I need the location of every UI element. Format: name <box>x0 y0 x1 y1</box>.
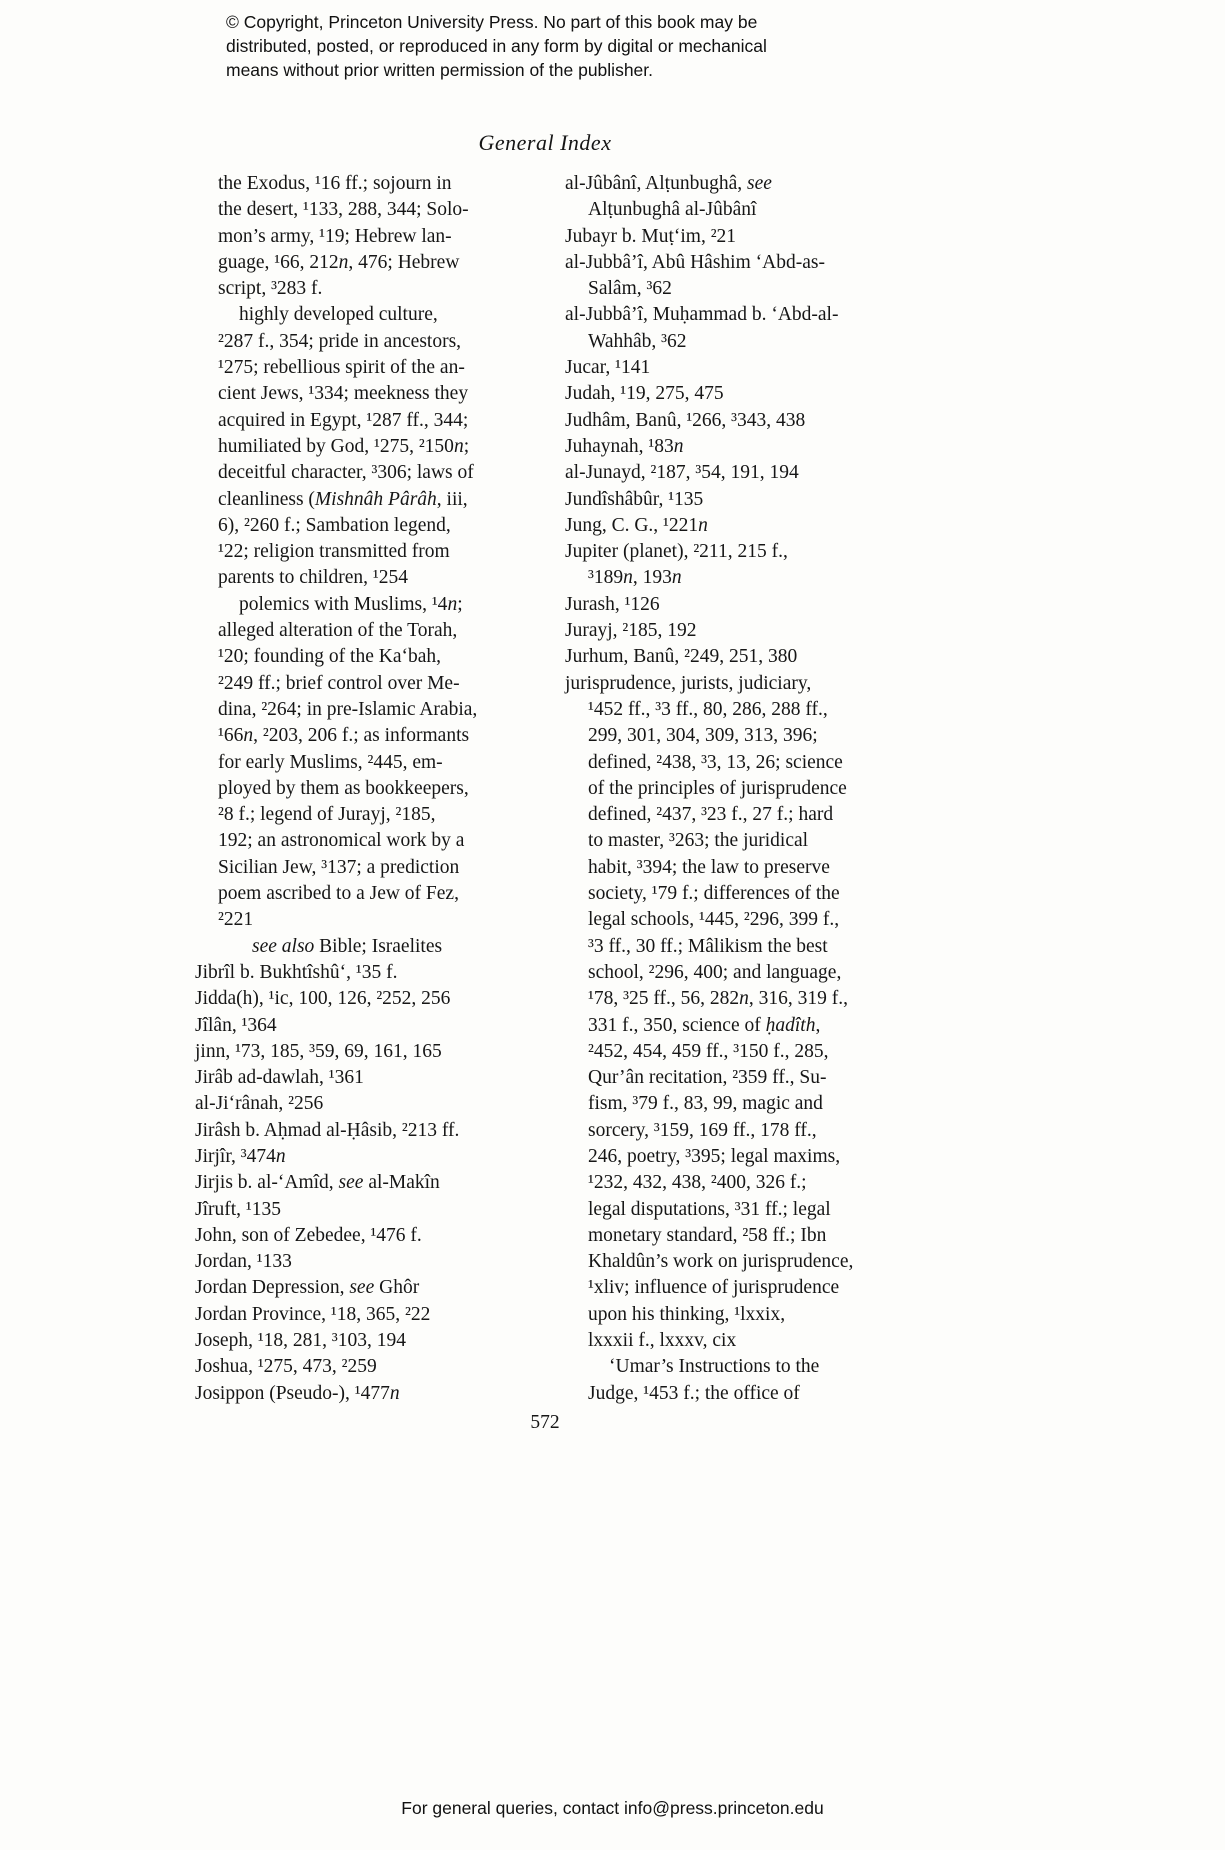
index-line: Jucar, ¹141 <box>565 357 651 379</box>
index-line: ²8 f.; legend of Jurayj, ²185, <box>218 804 436 826</box>
index-line: polemics with Muslims, ¹4n; <box>239 593 463 615</box>
index-line: al-Ji‘rânah, ²256 <box>195 1093 324 1115</box>
index-line: upon his thinking, ¹lxxix, <box>588 1303 786 1325</box>
index-line: 299, 301, 304, 309, 313, 396; <box>588 725 818 747</box>
index-line: ²287 f., 354; pride in ancestors, <box>218 330 462 352</box>
index-line: ¹78, ³25 ff., 56, 282n, 316, 319 f., <box>588 988 848 1010</box>
index-line: 6), ²260 f.; Sambation legend, <box>218 514 451 536</box>
index-line: al-Jubbâ’î, Abû Hâshim ‘Abd-as- <box>565 251 825 273</box>
index-line: Jidda(h), ¹ic, 100, 126, ²252, 256 <box>195 988 451 1010</box>
index-line: ²452, 454, 459 ff., ³150 f., 285, <box>588 1040 829 1062</box>
index-line: ¹20; founding of the Ka‘bah, <box>218 646 442 668</box>
index-line: ²221 <box>218 909 254 931</box>
index-line: sorcery, ³159, 169 ff., 178 ff., <box>588 1119 817 1141</box>
index-line: legal schools, ¹445, ²296, 399 f., <box>588 909 840 931</box>
index-line: script, ³283 f. <box>218 278 323 300</box>
index-line: Jurayj, ²185, 192 <box>565 620 697 642</box>
index-line: al-Jûbânî, Alṭunbughâ, see <box>565 173 772 194</box>
index-column-left <box>195 171 540 1407</box>
index-line: poem ascribed to a Jew of Fez, <box>218 883 459 905</box>
index-line: Wahhâb, ³62 <box>588 330 687 352</box>
index-line: al-Jubbâ’î, Muḥammad b. ‘Abd-al- <box>565 304 839 326</box>
index-line: Jung, C. G., ¹221n <box>565 514 708 536</box>
index-line: Jordan Province, ¹18, 365, ²22 <box>195 1303 431 1325</box>
index-line: Alṭunbughâ al-Jûbânî <box>588 199 757 221</box>
index-line: Juhaynah, ¹83n <box>565 435 684 457</box>
index-line: monetary standard, ²58 ff.; Ibn <box>588 1224 827 1246</box>
index-line: Jîruft, ¹135 <box>195 1198 282 1220</box>
index-line: 331 f., 350, science of ḥadîth, <box>588 1014 821 1036</box>
index-line: society, ¹79 f.; differences of the <box>588 883 840 905</box>
index-line: fism, ³79 f., 83, 99, magic and <box>588 1093 823 1115</box>
index-line: guage, ¹66, 212n, 476; Hebrew <box>218 251 460 273</box>
index-line: dina, ²264; in pre-Islamic Arabia, <box>218 698 478 720</box>
index-line: Jîlân, ¹364 <box>195 1014 277 1036</box>
index-line: habit, ³394; the law to preserve <box>588 856 830 878</box>
index-line: Jundîshâbûr, ¹135 <box>565 488 704 510</box>
index-line: ¹66n, ²203, 206 f.; as informants <box>218 725 470 747</box>
index-line: Salâm, ³62 <box>588 278 672 300</box>
index-line: cient Jews, ¹334; meekness they <box>218 383 469 405</box>
index-column-right <box>565 171 1075 1407</box>
index-line: lxxxii f., lxxxv, cix <box>588 1330 737 1352</box>
index-line: Khaldûn’s work on jurisprudence, <box>588 1251 854 1273</box>
copyright-line: means without prior written permission of the publisher. <box>226 60 654 80</box>
index-line: Jurhum, Banû, ²249, 251, 380 <box>565 646 798 668</box>
index-line: 192; an astronomical work by a <box>218 830 465 852</box>
index-line: ²249 ff.; brief control over Me- <box>218 672 460 694</box>
footer-email-link[interactable]: info@press.princeton.edu <box>624 1798 824 1818</box>
index-line: of the principles of jurisprudence <box>588 777 847 799</box>
index-line: defined, ²438, ³3, 13, 26; science <box>588 751 843 773</box>
index-line: ³189n, 193n <box>588 567 682 589</box>
index-line: for early Muslims, ²445, em- <box>218 751 443 773</box>
index-columns <box>195 171 1075 1407</box>
index-line: defined, ²437, ³23 f., 27 f.; hard <box>588 804 834 826</box>
index-line: Judah, ¹19, 275, 475 <box>565 383 724 405</box>
index-line: to master, ³263; the juridical <box>588 830 809 852</box>
footer-contact <box>0 1798 1225 1819</box>
index-line: ³3 ff., 30 ff.; Mâlikism the best <box>588 935 828 957</box>
index-line: jurisprudence, jurists, judiciary, <box>565 672 812 694</box>
index-line: deceitful character, ³306; laws of <box>218 462 474 484</box>
index-line: Jordan Depression, see Ghôr <box>195 1277 420 1299</box>
index-line: Josippon (Pseudo-), ¹477n <box>195 1382 400 1404</box>
index-line: cleanliness (Mishnâh Pârâh, iii, <box>218 488 468 510</box>
index-line: Judge, ¹453 f.; the office of <box>588 1382 800 1404</box>
index-line: Jubayr b. Muṭ‘im, ²21 <box>565 225 737 247</box>
index-line: the Exodus, ¹16 ff.; sojourn in <box>218 173 452 194</box>
index-line: John, son of Zebedee, ¹476 f. <box>195 1224 422 1246</box>
index-line: ‘Umar’s Instructions to the <box>609 1356 820 1378</box>
copyright-line: distributed, posted, or reproduced in any form by digital or mechanical <box>226 36 767 56</box>
index-line: jinn, ¹73, 185, ³59, 69, 161, 165 <box>195 1040 442 1062</box>
index-line: Qur’ân recitation, ²359 ff., Su- <box>588 1067 827 1089</box>
index-line: ¹232, 432, 438, ²400, 326 f.; <box>588 1172 807 1194</box>
copyright-line: © Copyright, Princeton University Press. No part of this book may be <box>226 12 758 32</box>
copyright-notice <box>226 10 767 82</box>
index-line: 246, poetry, ³395; legal maxims, <box>588 1145 841 1167</box>
index-line: school, ²296, 400; and language, <box>588 961 842 983</box>
index-line: Joshua, ¹275, 473, ²259 <box>195 1356 377 1378</box>
footer-text: For general queries, contact <box>401 1798 625 1818</box>
index-line: legal disputations, ³31 ff.; legal <box>588 1198 831 1220</box>
index-line: Jibrîl b. Bukhtîshû‘, ¹35 f. <box>195 961 398 983</box>
index-line: acquired in Egypt, ¹287 ff., 344; <box>218 409 469 431</box>
index-line: the desert, ¹133, 288, 344; Solo- <box>218 199 469 221</box>
index-line: al-Junayd, ²187, ³54, 191, 194 <box>565 462 799 484</box>
index-line: Jupiter (planet), ²211, 215 f., <box>565 541 788 563</box>
index-line: Jirjîr, ³474n <box>195 1145 286 1167</box>
page-number: 572 <box>530 1412 560 1433</box>
index-line: Jirâsh b. Aḥmad al-Ḥâsib, ²213 ff. <box>195 1119 460 1141</box>
index-line: Joseph, ¹18, 281, ³103, 194 <box>195 1330 407 1352</box>
index-line: mon’s army, ¹19; Hebrew lan- <box>218 225 452 247</box>
page-title: General Index <box>478 130 612 155</box>
index-line: Sicilian Jew, ³137; a prediction <box>218 856 460 878</box>
index-line: Jurash, ¹126 <box>565 593 660 615</box>
index-line: ¹xliv; influence of jurisprudence <box>588 1277 840 1299</box>
index-line: Judhâm, Banû, ¹266, ³343, 438 <box>565 409 806 431</box>
index-line: Jirâb ad-dawlah, ¹361 <box>195 1067 364 1089</box>
index-line: Jordan, ¹133 <box>195 1251 292 1273</box>
index-line: Jirjis b. al-‘Amîd, see al-Makîn <box>195 1172 440 1194</box>
index-line: humiliated by God, ¹275, ²150n; <box>218 435 470 457</box>
index-line: highly developed culture, <box>239 304 438 326</box>
index-line: see also Bible; Israelites <box>252 935 443 957</box>
index-line: ¹22; religion transmitted from <box>218 541 450 563</box>
index-line: ¹452 ff., ³3 ff., 80, 286, 288 ff., <box>588 698 828 720</box>
index-line: ployed by them as bookkeepers, <box>218 777 469 799</box>
index-line: ¹275; rebellious spirit of the an- <box>218 357 465 379</box>
index-line: alleged alteration of the Torah, <box>218 620 458 642</box>
index-line: parents to children, ¹254 <box>218 567 408 589</box>
